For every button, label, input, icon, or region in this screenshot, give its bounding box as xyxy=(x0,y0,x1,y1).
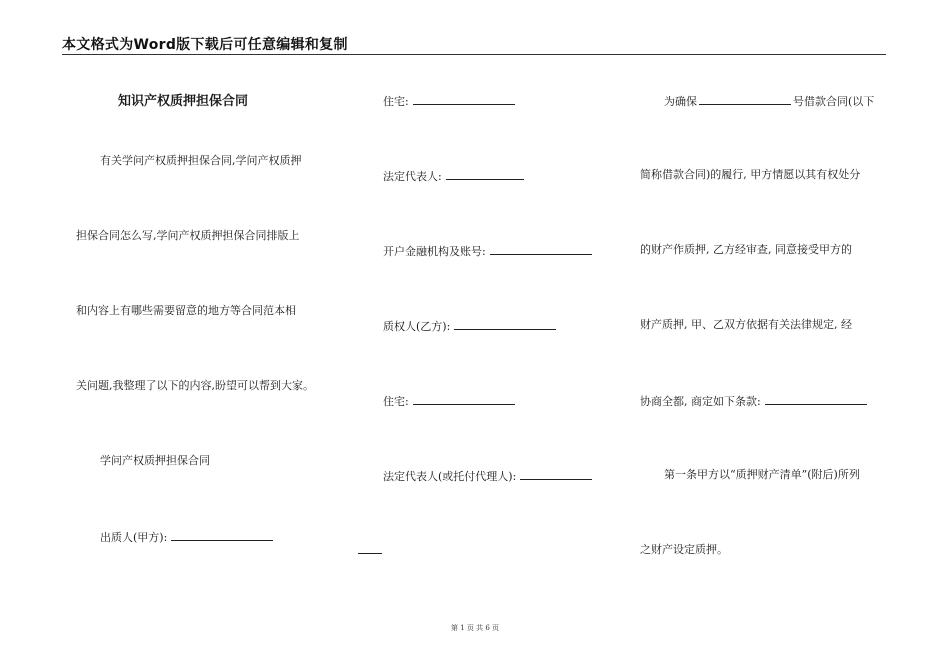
address-label-1: 住宅: xyxy=(383,95,409,108)
pledgee-blank xyxy=(454,318,556,330)
clause-line-1 xyxy=(664,93,874,109)
legal-rep-field-1 xyxy=(383,168,524,184)
clause-line-5-blank xyxy=(765,393,867,405)
intro-line-2: 担保合同怎么写,学问产权质押担保合同排版上 xyxy=(76,229,300,242)
bank-account-field xyxy=(383,243,592,259)
address-blank-2 xyxy=(413,393,515,405)
clause-article-1: 第一条甲方以“质押财产清单”(附后)所列 xyxy=(664,468,860,481)
pledgee-field xyxy=(383,318,556,334)
document-header xyxy=(62,34,886,55)
legal-rep-field-2 xyxy=(383,468,592,484)
clause-article-1-cont: 之财产设定质押。 xyxy=(640,543,728,556)
address-blank-1 xyxy=(413,93,515,105)
contract-title: 知识产权质押担保合同 xyxy=(118,94,249,109)
clause-line-3: 的财产作质押, 乙方经审查, 同意接受甲方的 xyxy=(640,243,852,256)
clause-line-5-text: 协商全都, 商定如下条款: xyxy=(640,395,761,408)
contract-subtitle: 学问产权质押担保合同 xyxy=(100,454,210,467)
legal-rep-label-1: 法定代表人: xyxy=(383,170,442,183)
pledgor-label: 出质人(甲方): xyxy=(100,531,168,544)
clause-line-2: 简称借款合同)的履行, 甲方情愿以其有权处分 xyxy=(640,168,861,181)
address-field-2 xyxy=(383,393,515,409)
legal-rep-blank-1 xyxy=(446,168,524,180)
contract-number-blank xyxy=(699,93,791,105)
clause-line-5 xyxy=(640,393,867,409)
intro-line-4: 关问题,我整理了以下的内容,盼望可以帮到大家。 xyxy=(76,379,314,392)
bank-account-blank xyxy=(490,243,592,255)
bank-account-label: 开户金融机构及账号: xyxy=(383,245,486,258)
legal-rep-blank-2 xyxy=(520,468,592,480)
legal-rep-label-2: 法定代表人(或托付代理人): xyxy=(383,470,517,483)
clause-line-1a: 为确保 xyxy=(664,95,697,108)
intro-line-1: 有关学问产权质押担保合同,学问产权质押 xyxy=(100,154,302,167)
pledgee-label: 质权人(乙方): xyxy=(383,320,451,333)
intro-line-3: 和内容上有哪些需要留意的地方等合同范本相 xyxy=(76,304,296,317)
pledgor-blank xyxy=(171,529,273,541)
page-number: 第 1 页 共 6 页 xyxy=(450,624,500,632)
header-text: 本文格式为Word版下载后可任意编辑和复制 xyxy=(62,37,348,53)
pledgor-field xyxy=(100,529,273,545)
clause-line-4: 财产质押, 甲、乙双方依据有关法律规定, 经 xyxy=(640,318,852,331)
continuation-underline xyxy=(358,553,382,554)
address-label-2: 住宅: xyxy=(383,395,409,408)
clause-line-1b: 号借款合同(以下 xyxy=(793,95,875,108)
address-field-1 xyxy=(383,93,515,109)
